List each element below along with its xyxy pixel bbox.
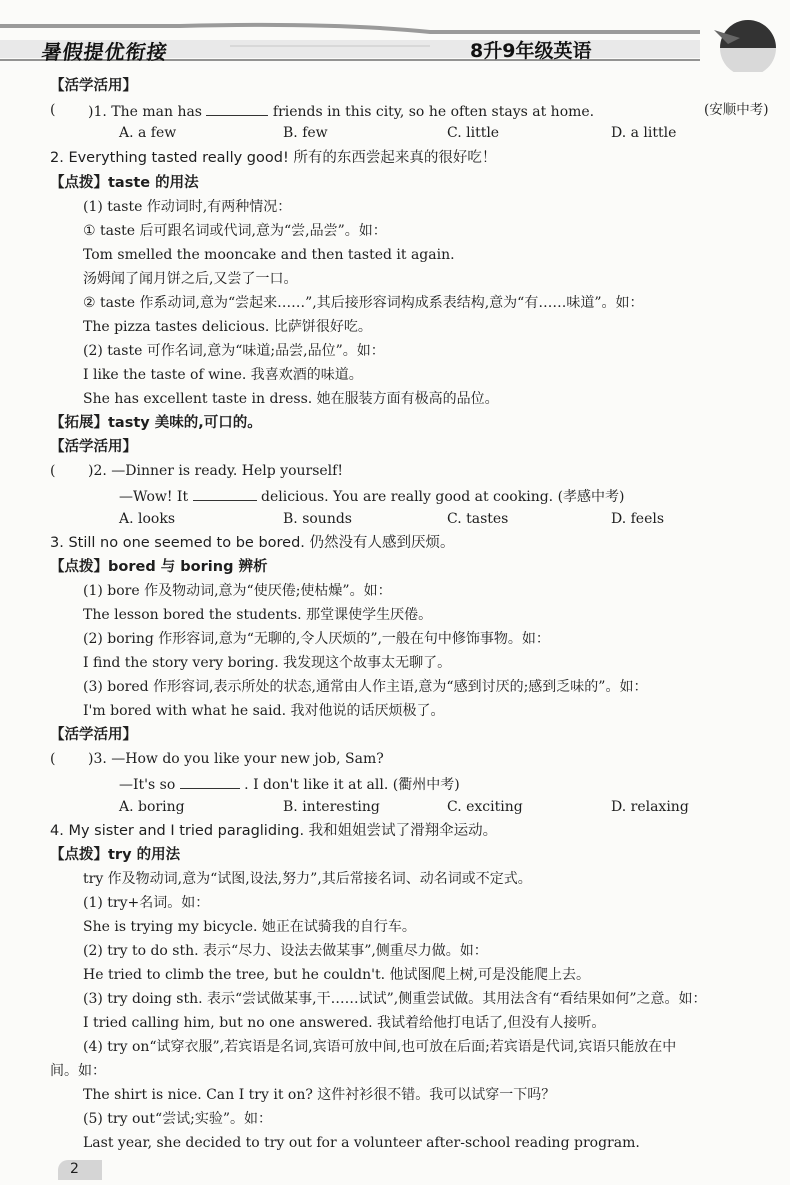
q2-option-c: C. tastes — [447, 511, 509, 527]
t2-line-9: She has excellent taste in dress. 她在服装方面有极高的品位。 — [83, 391, 499, 407]
q2-response — [119, 486, 625, 506]
q1-option-b: B. few — [283, 125, 328, 141]
q3-stem: )3. —How do you like your new job, Sam? — [88, 751, 384, 767]
heading-4: 4. My sister and I tried paragliding. 我和姐姐尝试了滑翔伞运动。 — [50, 823, 498, 839]
section-tag-practice-3: 【活学活用】 — [50, 727, 137, 743]
section-tag-practice-2: 【活学活用】 — [50, 439, 137, 455]
t2-line-8: I like the taste of wine. 我喜欢酒的味道。 — [83, 367, 363, 383]
page-number-tab — [58, 1160, 102, 1180]
q3-response-b: . I don't like it at all. (衢州中考) — [244, 777, 460, 793]
t4-line-3: She is trying my bicycle. 她正在试骑我的自行车。 — [83, 919, 416, 935]
t2-line-3: Tom smelled the mooncake and then tasted it again. — [83, 247, 455, 263]
t3-line-4: I find the story very boring. 我发现这个故事太无聊了。 — [83, 655, 452, 671]
q1-stem-a: )1. The man has — [88, 104, 202, 120]
q2-response-a: —Wow! It — [119, 489, 189, 505]
page-number: 2 — [70, 1161, 79, 1177]
q1-blank — [206, 101, 268, 116]
t4-line-9: 间。如： — [50, 1063, 106, 1079]
book-series-title: 暑假提优衔接 — [40, 40, 170, 64]
q1-stem — [88, 101, 594, 121]
t2-line-5: ② taste 作系动词,意为“尝起来……”,其后接形容词构成系表结构,意为“有……味道”。如： — [83, 295, 644, 311]
q1-option-d: D. a little — [611, 125, 677, 141]
t4-line-4: (2) try to do sth. 表示“尽力、设法去做某事”,侧重尽力做。如： — [83, 943, 488, 959]
t4-line-6: (3) try doing sth. 表示“尝试做某事,干……试试”,侧重尝试做。其用法含有“看结果如何”之意。如： — [83, 991, 707, 1007]
t3-line-1: (1) bore 作及物动词,意为“使厌倦;使枯燥”。如： — [83, 583, 392, 599]
t3-line-5: (3) bored 作形容词,表示所处的状态,通常由人作主语,意为“感到讨厌的;感到乏味的”。如： — [83, 679, 648, 695]
q2-paren: ( — [50, 463, 56, 479]
t4-line-10: The shirt is nice. Can I try it on? 这件衬衫很不错。我可以试穿一下吗？ — [83, 1087, 556, 1103]
t2-line-2: ① taste 后可跟名词或代词,意为“尝,品尝”。如： — [83, 223, 387, 239]
q2-blank — [193, 486, 257, 501]
t3-line-6: I'm bored with what he said. 我对他说的话厌烦极了。 — [83, 703, 445, 719]
tip-4: 【点拨】try 的用法 — [50, 847, 181, 863]
q2-stem: )2. —Dinner is ready. Help yourself! — [88, 463, 343, 479]
q2-response-b: delicious. You are really good at cooking. (孝感中考) — [261, 489, 625, 505]
tip-3: 【点拨】bored 与 boring 辨析 — [50, 559, 268, 575]
t4-line-7: I tried calling him, but no one answered. 我试着给他打电话了,但没有人接听。 — [83, 1015, 606, 1031]
q1-stem-b: friends in this city, so he often stays at home. — [272, 104, 595, 120]
t2-line-6: The pizza tastes delicious. 比萨饼很好吃。 — [83, 319, 372, 335]
t2-line-7: (2) taste 可作名词,意为“味道;品尝,品位”。如： — [83, 343, 385, 359]
extension-2: 【拓展】tasty 美味的,可口的。 — [50, 415, 262, 431]
q2-option-d: D. feels — [611, 511, 665, 527]
q1-option-c: C. little — [447, 125, 500, 141]
q3-paren: ( — [50, 751, 56, 767]
t4-line-12: Last year, she decided to try out for a volunteer after-school reading program. — [83, 1135, 640, 1151]
q2-option-b: B. sounds — [283, 511, 352, 527]
t4-line-8: (4) try on“试穿衣服”,若宾语是名词,宾语可放中间,也可放在后面;若宾语是代词,宾语只能放在中 — [83, 1039, 677, 1055]
q1-paren: ( — [50, 102, 56, 118]
q3-option-d: D. relaxing — [611, 799, 689, 815]
q3-response — [119, 774, 460, 794]
t4-line-1: try 作及物动词,意为“试图,设法,努力”,其后常接名词、动名词或不定式。 — [83, 871, 532, 887]
q3-blank — [180, 774, 240, 789]
t4-line-5: He tried to climb the tree, but he couldn't. 他试图爬上树,可是没能爬上去。 — [83, 967, 590, 983]
grade-subject-title: 8升9年级英语 — [470, 40, 592, 62]
q2-option-a: A. looks — [119, 511, 176, 527]
q1-source: (安顺中考) — [704, 102, 769, 118]
q3-option-c: C. exciting — [447, 799, 523, 815]
q3-option-b: B. interesting — [283, 799, 380, 815]
heading-2: 2. Everything tasted really good! 所有的东西尝起来真的很好吃！ — [50, 150, 497, 166]
tip-2: 【点拨】taste 的用法 — [50, 175, 199, 191]
section-tag-practice: 【活学活用】 — [50, 78, 137, 94]
q3-option-a: A. boring — [119, 799, 185, 815]
t4-line-11: (5) try out“尝试;实验”。如： — [83, 1111, 273, 1127]
t2-line-1: (1) taste 作动词时,有两种情况： — [83, 199, 292, 215]
t4-line-2: (1) try+名词。如： — [83, 895, 210, 911]
q1-option-a: A. a few — [119, 125, 177, 141]
t3-line-3: (2) boring 作形容词,意为“无聊的,令人厌烦的”,一般在句中修饰事物。如： — [83, 631, 550, 647]
t3-line-2: The lesson bored the students. 那堂课使学生厌倦。 — [83, 607, 433, 623]
q3-response-a: —It's so — [119, 777, 176, 793]
t2-line-4: 汤姆闻了闻月饼之后,又尝了一口。 — [83, 271, 298, 287]
heading-3: 3. Still no one seemed to be bored. 仍然没有人感到厌烦。 — [50, 535, 455, 551]
